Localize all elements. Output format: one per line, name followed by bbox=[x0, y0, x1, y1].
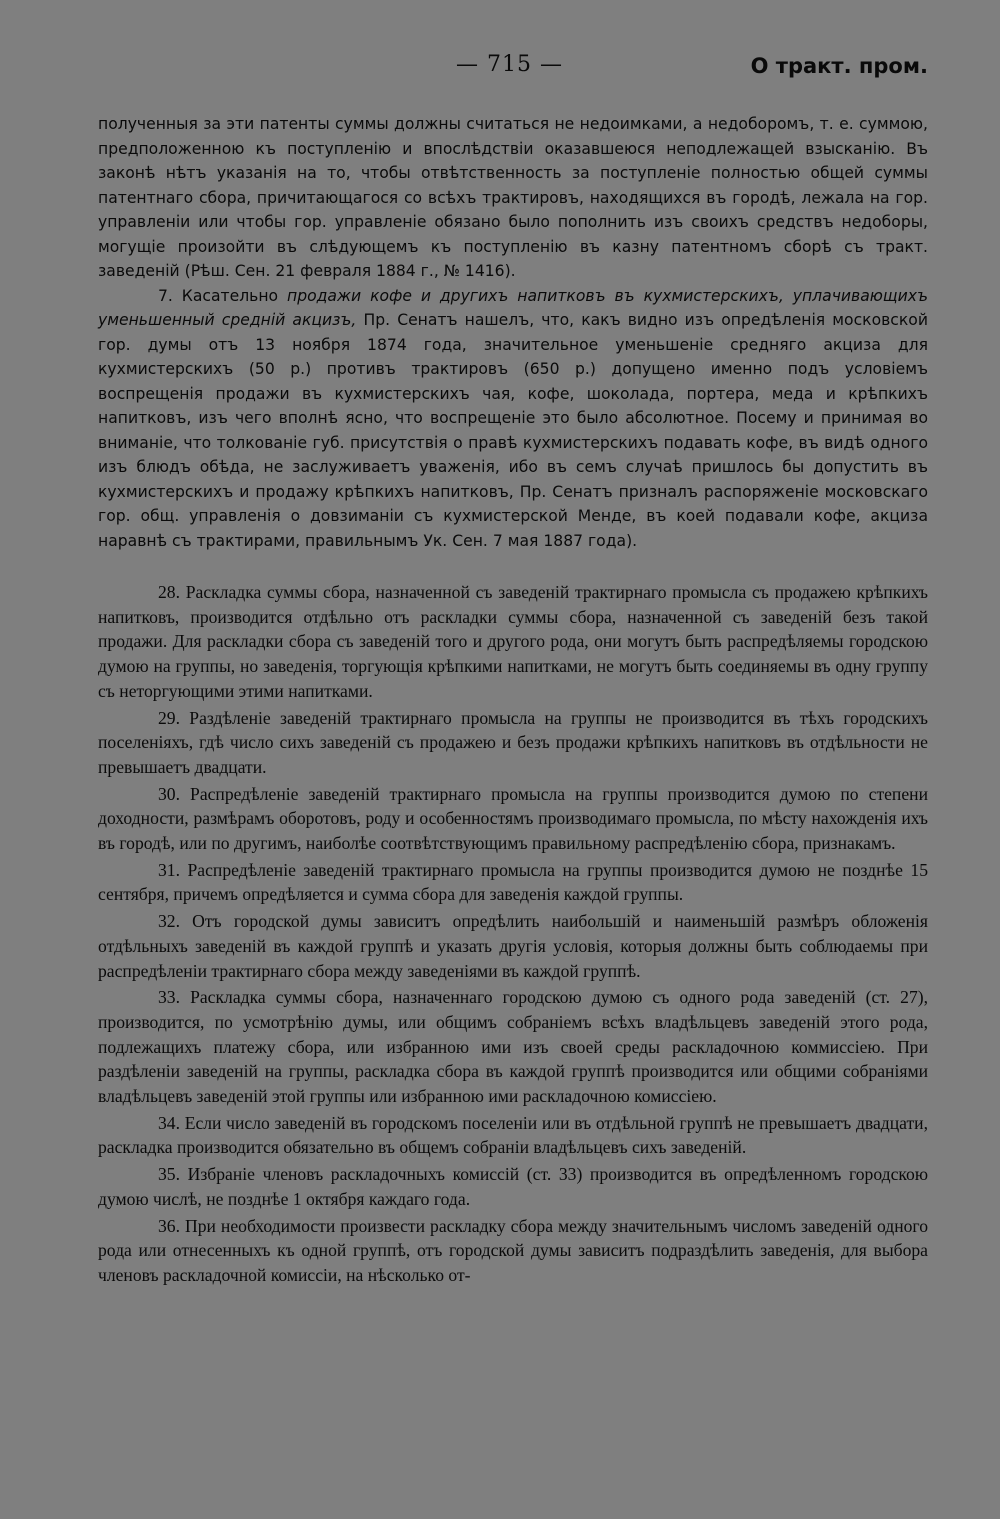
page-number: — 715 — bbox=[456, 52, 563, 77]
note-7-lead: 7. Касательно bbox=[158, 286, 279, 305]
article-31: 31. Распредѣленіе заведеній трактирнаго промысла на группы производится думою не позднѣе 15 сентября, причемъ опредѣляется и сумма сбора для заведенія каждой группы. bbox=[98, 859, 928, 905]
article-34: 34. Если число заведеній въ городскомъ поселеніи или въ отдѣльной группѣ не превышаетъ двадцати, раскладка производится обязательно въ общемъ собраніи владѣльцевъ сихъ заведеній. bbox=[98, 1112, 928, 1158]
article-32: 32. Отъ городской думы зависитъ опредѣлить наибольшій и наименьшій размѣръ обложенія отдѣльныхъ заведеній въ каждой группѣ и указать другія условія, которыя должны быть соблюдаемы при распредѣленіи трактирнаго сбора между заведеніями въ каждой группѣ. bbox=[98, 911, 928, 981]
article-29: 29. Раздѣленіе заведеній трактирнаго промысла на группы не производится въ тѣхъ городскихъ поселеніяхъ, гдѣ число сихъ заведеній съ продажею и безъ продажи крѣпкихъ напитковъ въ отдѣльности не превышаетъ двадцати. bbox=[98, 707, 928, 777]
running-title: О тракт. пром. bbox=[750, 54, 928, 78]
notes-section bbox=[98, 112, 928, 553]
note-paragraph: полученныя за эти патенты суммы должны считаться не недоимками, а недоборомъ, т. е. суммою, предположенною къ поступленію и впослѣдствіи оказавшеюся неподлежащей взысканію. Въ законѣ нѣтъ указанія на то, чтобы отвѣтственность за поступленіе полностью общей суммы патентнаго сбора, причитающагося со всѣхъ трактировъ, находящихся въ городѣ, лежала на гор. управленіи или чтобы гор. управленіе обязано было пополнить изъ своихъ средствъ недоборы, могущіе произойти въ слѣдующемъ къ поступленію въ казну патентномъ сборѣ съ тракт. заведеній (Рѣш. Сен. 21 февраля 1884 г., № 1416). bbox=[98, 115, 928, 280]
article-28: 28. Раскладка суммы сбора, назначенной съ заведеній трактирнаго промысла съ продажею крѣпкихъ напитковъ, производится отдѣльно отъ раскладки суммы сбора, назначенной съ заведеній безъ такой продажи. Для раскладки сбора съ заведеній того и другого рода, они могутъ быть распредѣляемы городскою думою на группы, но заведенія, торгующія крѣпкими напитками, не могутъ быть соединяемы въ одну группу съ неторгующими этими напитками. bbox=[98, 582, 928, 701]
note-7-body: Пр. Сенатъ нашелъ, что, какъ видно изъ опредѣленія московской гор. думы отъ 13 ноября 1874 года, значительное уменьшеніе средняго акциза для кухмистерскихъ (50 р.) противъ трактировъ (650 р.) допущено именно подъ условіемъ воспрещенія продажи въ кухмистерскихъ чая, кофе, шоколада, портера, меда и крѣпкихъ напитковъ, изъ чего вполнѣ ясно, что воспрещеніе это было абсолютное. Посему и принимая во вниманіе, что толкованіе губ. присутствія о правѣ кухмистерскихъ подавать кофе, въ видѣ одного изъ блюдъ обѣда, не заслуживаетъ уваженія, ибо въ семъ случаѣ пришлось бы допустить въ кухмистерскихъ и продажу крѣпкихъ напитковъ, Пр. Сенатъ призналъ распоряженіе московскаго гор. общ. управленія о довзиманіи съ кухмистерской Менде, въ коей подавали кофе, акциза наравнѣ съ трактирами, правильнымъ Ук. Сен. 7 мая 1887 года). bbox=[98, 311, 928, 550]
article-36: 36. При необходимости произвести раскладку сбора между значительнымъ числомъ заведеній одного рода или отнесенныхъ къ одной группѣ, отъ городской думы зависитъ подраздѣлить заведенія, для выбора членовъ раскладочной комиссіи, на нѣсколько от- bbox=[98, 1215, 928, 1285]
article-33: 33. Раскладка суммы сбора, назначеннаго городскою думою съ одного рода заведеній (ст. 27), производится, по усмотрѣнію думы, или общимъ собраніемъ всѣхъ владѣльцевъ заведеній этого рода, подлежащихъ платежу сбора, или избранною ими изъ своей среды раскладочною коммиссіею. При раздѣленіи заведеній на группы, раскладка сбора въ каждой группѣ производится или общими собраніями владѣльцевъ заведеній этой группы или избранною ими раскладочною комиссіею. bbox=[98, 987, 928, 1107]
note-paragraph-7 bbox=[98, 284, 928, 554]
page-header bbox=[0, 52, 1000, 82]
articles-section bbox=[98, 580, 928, 1290]
article-30: 30. Распредѣленіе заведеній трактирнаго промысла на группы производится думою по степени доходности, размѣрамъ оборотовъ, роду и особенностямъ производимаго промысла, по мѣсту нахожденія ихъ въ городѣ, или по другимъ, наиболѣе соотвѣтствующимъ правильному распредѣленію сбора, признакамъ. bbox=[98, 783, 928, 854]
note-7-italic: продажи кофе и другихъ напитковъ въ кухмистерскихъ, уплачивающихъ уменьшенный средній акцизъ, bbox=[98, 286, 928, 329]
article-35: 35. Избраніе членовъ раскладочныхъ комиссій (ст. 33) производится въ опредѣленномъ городскою думою числѣ, не позднѣе 1 октября каждаго года. bbox=[98, 1164, 928, 1209]
